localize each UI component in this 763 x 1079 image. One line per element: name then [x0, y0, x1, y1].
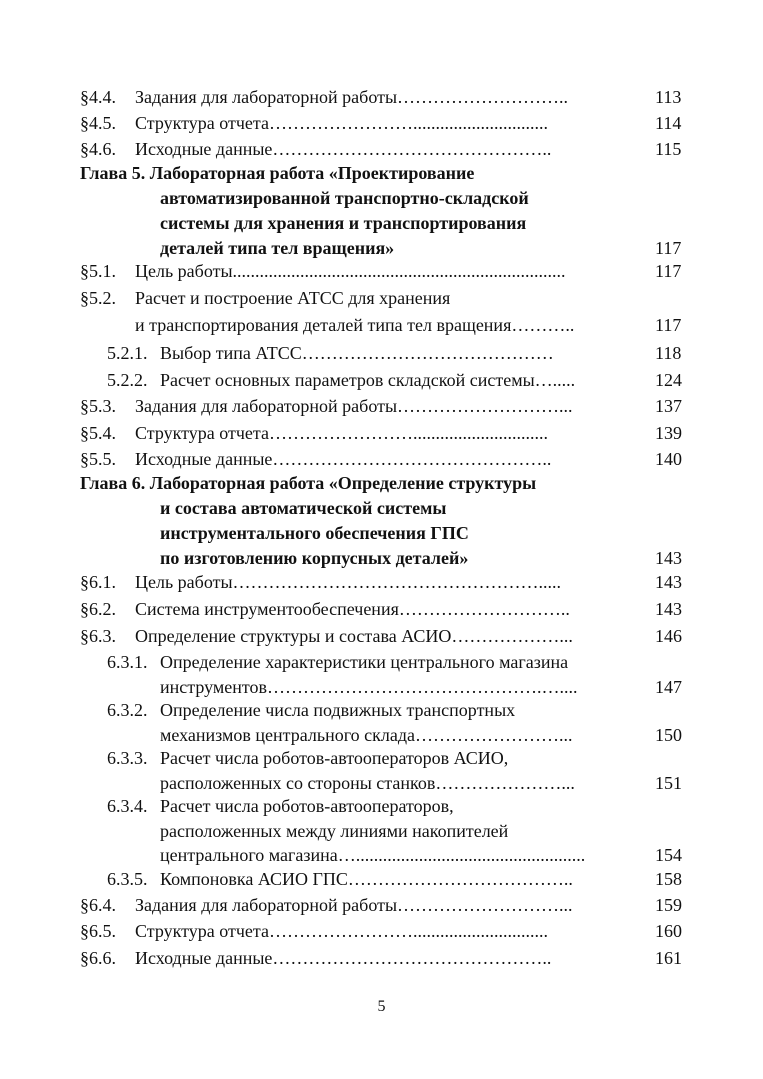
entry-title: Исходные данные……………………………………….. — [135, 139, 552, 159]
section-number: §6.1. — [80, 572, 116, 592]
page-ref: 115 — [655, 139, 682, 159]
entry-title: Исходные данные……………………………………….. — [135, 948, 552, 968]
page-ref: 124 — [655, 370, 682, 390]
page-ref: 146 — [655, 626, 682, 646]
subsection-number: 6.3.1. — [107, 652, 148, 672]
page-number: 5 — [377, 998, 386, 1015]
section-number: §6.3. — [80, 626, 116, 646]
entry-title: Расчет числа роботов-автооператоров АСИО, — [160, 748, 509, 768]
chapter-title-line: деталей типа тел вращения» — [160, 238, 395, 258]
page-ref: 143 — [655, 572, 682, 592]
section-number: §6.5. — [80, 921, 116, 941]
page-ref: 159 — [655, 895, 682, 915]
entry-title: Расчет и построение АТСС для хранения — [135, 288, 451, 308]
page-ref: 161 — [655, 948, 682, 968]
page-ref: 114 — [655, 113, 682, 133]
page-ref: 154 — [655, 845, 682, 865]
section-number: §5.1. — [80, 261, 116, 281]
entry-title: Компоновка АСИО ГПС……………………………….. — [160, 869, 573, 889]
entry-title: Задания для лабораторной работы………………………... — [135, 396, 573, 416]
section-number: §6.6. — [80, 948, 116, 968]
entry-title: инструментов……………………………………….….... — [160, 677, 578, 697]
page-ref: 137 — [655, 396, 682, 416]
page-ref: 158 — [655, 869, 682, 889]
entry-title: и транспортирования деталей типа тел вращения……….. — [135, 315, 575, 335]
chapter-title-line: Глава 5. Лабораторная работа «Проектирование — [80, 163, 475, 183]
entry-title: Задания для лабораторной работы………………………... — [135, 895, 573, 915]
entry-title: Цель работы.......................................................................... — [135, 261, 566, 281]
page-ref: 143 — [655, 599, 682, 619]
section-number: §5.4. — [80, 423, 116, 443]
subsection-number: 6.3.3. — [107, 748, 148, 768]
subsection-number: 6.3.2. — [107, 700, 148, 720]
subsection-number: 5.2.1. — [107, 343, 148, 363]
subsection-number: 6.3.4. — [107, 796, 148, 816]
section-number: §6.2. — [80, 599, 116, 619]
chapter-title-line: по изготовлению корпусных деталей» — [160, 548, 469, 568]
page-ref: 117 — [655, 261, 682, 281]
entry-title: Задания для лабораторной работы……………………….. — [135, 87, 569, 107]
subsection-number: 5.2.2. — [107, 370, 148, 390]
entry-title: Система инструментообеспечения……………………….. — [135, 599, 570, 619]
entry-title: Расчет числа роботов-автооператоров, — [160, 796, 454, 816]
chapter-title-line: и состава автоматической системы — [160, 498, 447, 518]
page-ref: 147 — [655, 677, 682, 697]
entry-title: Исходные данные……………………………………….. — [135, 449, 552, 469]
section-number: §4.5. — [80, 113, 116, 133]
subsection-number: 6.3.5. — [107, 869, 148, 889]
page-ref: 151 — [655, 773, 682, 793]
page-ref: 139 — [655, 423, 682, 443]
section-number: §6.4. — [80, 895, 116, 915]
entry-title: Определение числа подвижных транспортных — [160, 700, 516, 720]
entry-title: Структура отчета…………………….............................. — [135, 423, 548, 443]
entry-title: Определение характеристики центрального магазина — [160, 652, 569, 672]
entry-title: механизмов центрального склада……………………... — [160, 725, 573, 745]
entry-title: Цель работы……………………………………………..... — [135, 572, 562, 592]
page-ref: 150 — [655, 725, 682, 745]
page-ref: 117 — [655, 315, 682, 335]
section-number: §5.2. — [80, 288, 116, 308]
chapter-title-line: системы для хранения и транспортирования — [160, 213, 527, 233]
section-number: §4.6. — [80, 139, 116, 159]
section-number: §4.4. — [80, 87, 116, 107]
chapter-title-line: Глава 6. Лабораторная работа «Определение структуры — [80, 473, 537, 493]
page-ref: 118 — [655, 343, 682, 363]
chapter-title-line: автоматизированной транспортно-складской — [160, 188, 529, 208]
entry-title: расположенных со стороны станков…………………... — [160, 773, 575, 793]
page-ref: 160 — [655, 921, 682, 941]
section-number: §5.5. — [80, 449, 116, 469]
page-ref: 140 — [655, 449, 682, 469]
entry-title: Структура отчета…………………….............................. — [135, 921, 548, 941]
page-ref: 143 — [655, 548, 682, 568]
entry-title: центрального магазина…................................................... — [160, 845, 586, 865]
entry-title: Выбор типа АТСС…………………………………… — [160, 343, 554, 363]
page-ref: 117 — [655, 238, 682, 258]
page-ref: 113 — [655, 87, 682, 107]
entry-title: Расчет основных параметров складской системы…..... — [160, 370, 576, 390]
section-number: §5.3. — [80, 396, 116, 416]
entry-title: Определение структуры и состава АСИО………………... — [135, 626, 573, 646]
entry-title: Структура отчета…………………….............................. — [135, 113, 548, 133]
entry-title: расположенных между линиями накопителей — [160, 821, 509, 841]
chapter-title-line: инструментального обеспечения ГПС — [160, 523, 469, 543]
